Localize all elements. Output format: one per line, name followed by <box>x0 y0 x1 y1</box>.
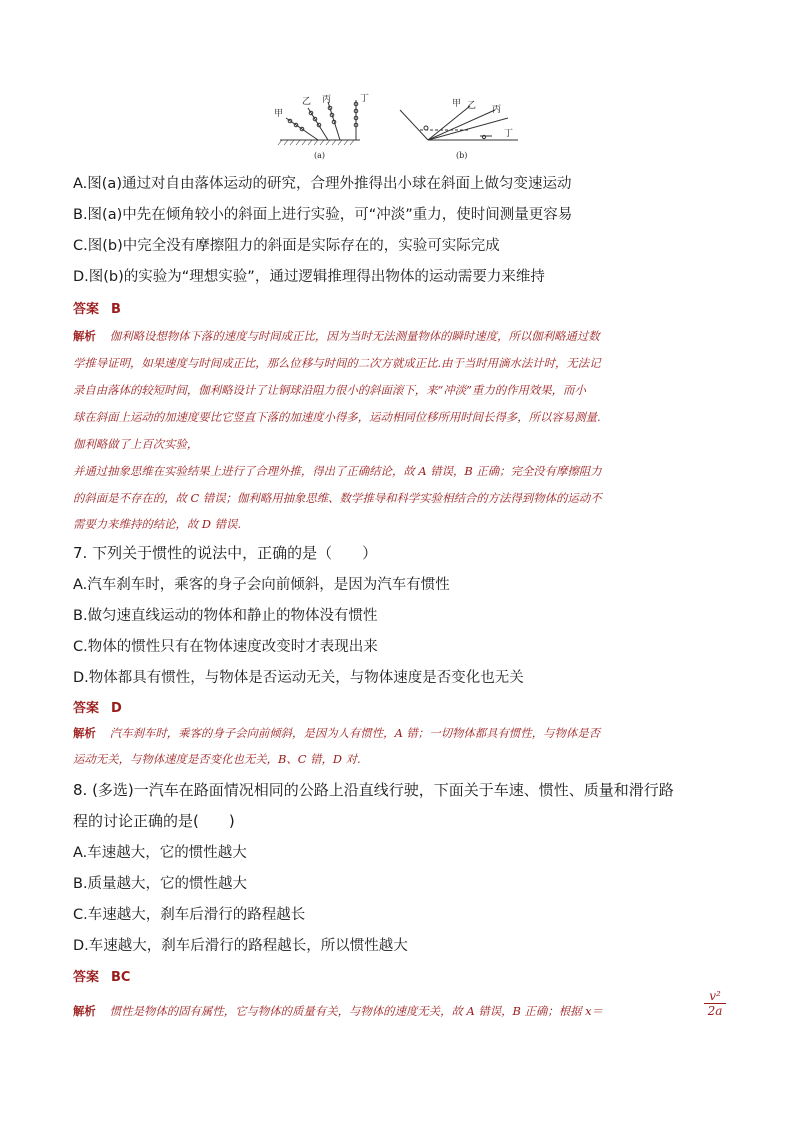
q6-explanation-line-5: 伽利略做了上百次实验， <box>73 437 199 451</box>
q6-explanation-line-3: 录自由落体的较短时间，伽利略设计了让铜球沿阻力很小的斜面滚下，来“冲淡”重力的作用效果，而小 <box>73 383 586 397</box>
q8-option-a: A.车速越大，它的惯性越大 <box>73 845 247 861</box>
explanation-label: 解析 <box>73 1004 96 1018</box>
formula-numerator: v² <box>709 989 721 1003</box>
figure-a-label-3: 丙 <box>322 95 332 105</box>
experiment-figure <box>270 88 530 166</box>
q6-option-c: C.图(b)中完全没有摩擦阻力的斜面是实际存在的，实验可实际完成 <box>73 238 500 254</box>
q6-answer <box>73 298 121 317</box>
q8-explanation-line-1: 解析 惯性是物体的固有属性，它与物体的质量有关，与物体的速度无关，故 A 错误，B 正确；根据 x＝ <box>73 1004 603 1018</box>
q6-explanation-line-1: 解析 伽利略设想物体下落的速度与时间成正比，因为当时无法测量物体的瞬时速度，所以伽利略通过数 <box>73 329 600 343</box>
q6-explanation-line-7: 的斜面是不存在的，故 C 错误；伽利略用抽象思维、数学推导和科学实验相结合的方法得到物体的运动不 <box>73 491 602 505</box>
q7-option-a: A.汽车刹车时，乘客的身子会向前倾斜，是因为汽车有惯性 <box>73 577 450 593</box>
explanation-label: 解析 <box>73 329 96 343</box>
q8-option-d: D.车速越大，刹车后滑行的路程越长，所以惯性越大 <box>73 938 408 954</box>
q6-option-a: A.图(a)通过对自由落体运动的研究，合理外推得出小球在斜面上做匀变速运动 <box>73 176 572 192</box>
figure-b-label-3: 丙 <box>492 105 502 115</box>
q7-option-b: B.做匀速直线运动的物体和静止的物体没有惯性 <box>73 608 378 624</box>
answer-label: 答案 <box>73 701 100 716</box>
q6-explanation-line-2: 学推导证明，如果速度与时间成正比，那么位移与时间的二次方就成正比.由于当时用滴水法计时，无法记 <box>73 356 601 370</box>
q7-stem: 7. 下列关于惯性的说法中，正确的是（ ） <box>73 544 378 562</box>
q8-option-b: B.质量越大，它的惯性越大 <box>73 876 248 892</box>
q8-option-c: C.车速越大，刹车后滑行的路程越长 <box>73 907 306 923</box>
q6-explanation-line-6: 并通过抽象思维在实验结果上进行了合理外推，得出了正确结论，故 A 错误，B 正确；完全没有摩擦阻力 <box>73 464 602 478</box>
figure-a-label-1: 甲 <box>274 109 284 119</box>
formula-denominator: 2a <box>704 1003 726 1018</box>
q7-explanation-line-2: 运动无关，与物体速度是否变化也无关，B、C 错，D 对. <box>73 752 361 766</box>
q7-option-d: D.物体都具有惯性，与物体是否运动无关，与物体速度是否变化也无关 <box>73 670 524 686</box>
q7-option-c: C.物体的惯性只有在物体速度改变时才表现出来 <box>73 639 378 655</box>
figure-b-caption: (b) <box>456 151 468 160</box>
q6-option-b: B.图(a)中先在倾角较小的斜面上进行实验，可“冲淡”重力，使时间测量更容易 <box>73 207 573 223</box>
answer-label: 答案 <box>73 970 100 985</box>
answer-value: B <box>111 302 121 317</box>
q8-stem-line-2: 程的讨论正确的是( ) <box>73 812 235 830</box>
q8-formula <box>704 989 726 1018</box>
q8-stem-line-1: 8. (多选)一汽车在路面情况相同的公路上沿直线行驶，下面关于车速、惯性、质量和滑行路 <box>73 781 674 799</box>
q6-explanation-line-8: 需要力来维持的结论，故 D 错误. <box>73 517 242 531</box>
q6-option-d: D.图(b)的实验为“理想实验”，通过逻辑推理得出物体的运动需要力来维持 <box>73 269 545 285</box>
answer-value: D <box>111 701 122 716</box>
figure-b-label-1: 甲 <box>452 99 462 109</box>
q6-explanation-line-4: 球在斜面上运动的加速度要比它竖直下落的加速度小得多，运动相同位移所用时间长得多，所以容易测量. <box>73 410 601 424</box>
explanation-label: 解析 <box>73 726 96 740</box>
answer-label: 答案 <box>73 302 100 317</box>
answer-value: BC <box>111 970 131 985</box>
q7-answer <box>73 697 122 716</box>
q8-answer <box>73 966 130 985</box>
q7-explanation-line-1: 解析 汽车刹车时，乘客的身子会向前倾斜，是因为人有惯性，A 错；一切物体都具有惯性，与物体是否 <box>73 726 601 740</box>
figure-a-caption: (a) <box>314 151 326 160</box>
figure-b-label-4: 丁 <box>504 129 514 139</box>
figure-a-label-2: 乙 <box>302 97 312 107</box>
figure-b-label-2: 乙 <box>467 101 477 111</box>
figure-a <box>278 100 360 145</box>
figure-a-label-4: 丁 <box>360 94 370 104</box>
